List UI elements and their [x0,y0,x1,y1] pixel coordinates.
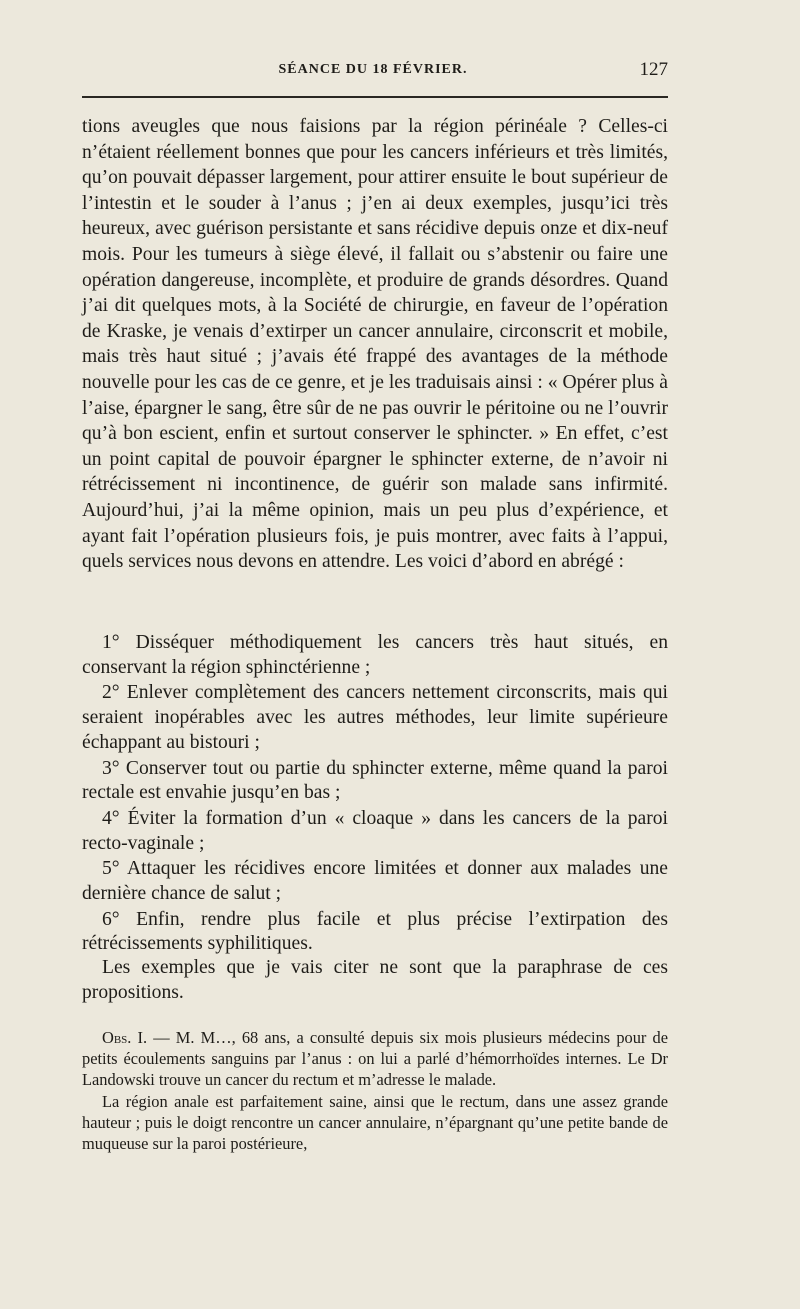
list-item: 6° Enfin, rendre plus facile et plus précise l’extirpation des rétrécissements syphilitiques. [82,908,668,955]
main-paragraph [82,114,668,575]
observation-paragraph-1 [82,1027,668,1091]
observation-paragraph-2: La région anale est parfaitement saine, ainsi que le rectum, dans une assez grande hauteur ; puis le doigt rencontre un cancer annulaire, n’épargnant qu’une petite bande de muqueuse sur la paroi postérieure, [82,1091,668,1154]
closing-paragraph: Les exemples que je vais citer ne sont que la paraphrase de ces propositions. [82,957,668,1003]
list-item: 4° Éviter la formation d’un « cloaque » dans les cancers de la paroi recto-vaginale ; [82,807,668,854]
list-item: 1° Disséquer méthodiquement les cancers très haut situés, en conservant la région sphinctérienne ; [82,632,668,678]
page-number: 127 [639,59,668,80]
paragraph-1: tions aveugles que nous faisions par la région périnéale ? Celles-ci n’étaient réellement bonnes que pour les cancers inférieurs et très limités, qu’on pouvait dépasser largement, pour attirer ensuite le bout supérieur de l’intestin et le souder à l’anus ; j’en ai deux exemples, jusqu’ici très heureux, avec guérison persistante et sans récidive depuis onze et dix-neuf mois. Pour les tumeurs à siège élevé, il fallait ou s’abstenir ou faire une opération dangereuse, incomplète, et produire de grands désordres. Quand j’ai dit quelques mots, à la Société de chirurgie, en faveur de l’opération de Kraske, je venais d’extirper un cancer annulaire, circonscrit et mobile, mais très haut situé ; j’avais été frappé des avantages de la méthode nouvelle pour les cas de ce genre, et je les traduisais ainsi : « Opérer plus à l’aise, épargner le sang, être sûr de ne pas ouvrir le péritoine ou ne l’ouvrir qu’à bon escient, enfin et surtout conserver le sphincter. » En effet, c’est un point capital de pouvoir épargner le sphincter externe, de n’avoir ni rétrécissement ni incontinence, de guérir son malade sans infirmité. Aujourd’hui, j’ai la même opinion, mais un peu plus d’expérience, et ayant fait l’opération plusieurs fois, je puis montrer, avec faits à l’appui, quels services nous devons en attendre. Les voici d’abord en abrégé : [82,116,668,573]
observation-label: Obs. I. [102,1028,148,1047]
list-item: 3° Conserver tout ou partie du sphincter externe, même quand la paroi rectale est envahie jusqu’en bas ; [82,757,668,804]
observation-text-1: — M. M…, 68 ans, a consulté depuis six mois plusieurs médecins pour de petits écoulements sanguins par l’anus : on lui a parlé d’hémorrhoïdes internes. Le Dr Landowski trouve un cancer du rectum et m’adresse le malade. [82,1028,669,1090]
observation-block [82,1027,668,1154]
header-rule [82,96,668,98]
running-title: SÉANCE DU 18 FÉVRIER. [278,62,468,77]
running-head [78,59,668,88]
list-item: 2° Enlever complètement des cancers nettement circonscrits, mais qui seraient inopérables avec les autres méthodes, leur limite supérieure échappant au bistouri ; [82,682,668,753]
list-item: 5° Attaquer les récidives encore limitées et donner aux malades une dernière chance de salut ; [82,858,668,905]
numbered-list [82,631,668,958]
